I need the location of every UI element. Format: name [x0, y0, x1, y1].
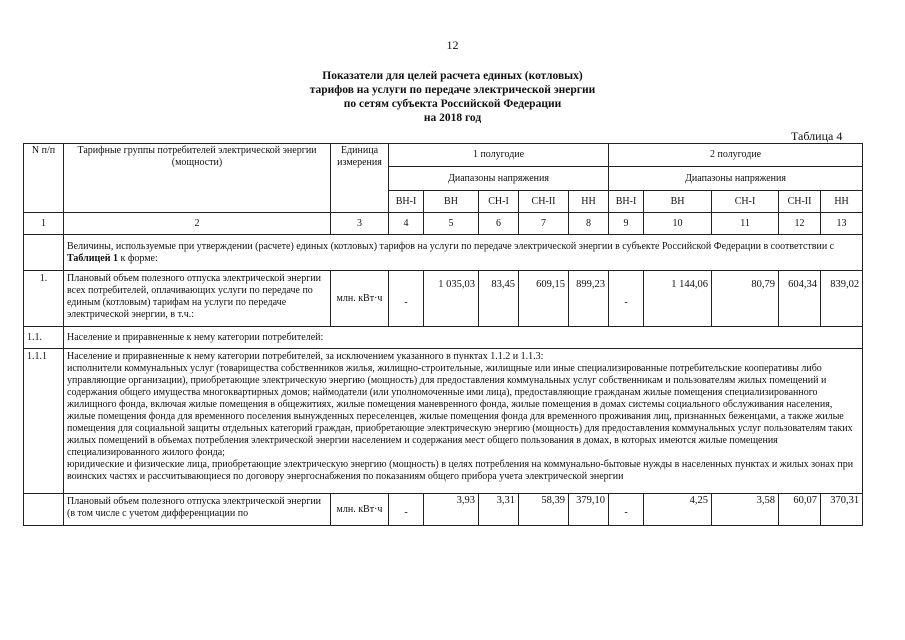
table-row [24, 327, 863, 349]
value-cell: 58,39 [519, 494, 569, 526]
value-cell: - [609, 494, 644, 526]
header-level: НН [569, 191, 609, 213]
header-unit: Единица измерения [331, 144, 389, 213]
value-cell: 609,15 [519, 271, 569, 327]
empty-cell [24, 235, 64, 271]
empty-cell [24, 494, 64, 526]
column-number: 2 [64, 213, 331, 235]
header-level: СН-I [479, 191, 519, 213]
row-number: 1.1.1 [24, 349, 64, 494]
header-half1: 1 полугодие [389, 144, 609, 167]
value-cell: 604,34 [779, 271, 821, 327]
column-number: 5 [424, 213, 479, 235]
value-cell: 3,31 [479, 494, 519, 526]
intro-text: к форме: [118, 252, 158, 264]
value-cell: 4,25 [644, 494, 712, 526]
title-line: тарифов на услуги по передаче электрической энергии [309, 84, 596, 96]
header-row [24, 144, 863, 167]
header-num: N п/п [24, 144, 64, 213]
title-line: по сетям субъекта Российской Федерации [343, 98, 562, 110]
section-intro-row [24, 235, 863, 271]
column-number: 12 [779, 213, 821, 235]
value-cell: 83,45 [479, 271, 519, 327]
document-title [0, 69, 905, 125]
row-unit: млн. кВт·ч [331, 271, 389, 327]
row-number: 1. [24, 271, 64, 327]
intro-text: Величины, используемые при утверждении (расчете) единых (котловых) тарифов на услуги по передаче электрической энергии в субъекте Российской Федерации в соответствии с [67, 240, 835, 252]
paragraph: юридические и физические лица, приобретающие электрическую энергию (мощность) в целях потребления на коммунально-бытовые нужды в населенных пунктах и жилых зонах при воинских частях и рассчитывающиеся по договору энергоснабжения по показаниям общего прибора учета электрической энергии [67, 459, 854, 482]
value-cell: 899,23 [569, 271, 609, 327]
table-row [24, 271, 863, 327]
column-number: 13 [821, 213, 863, 235]
value-cell: 60,07 [779, 494, 821, 526]
header-level: ВН [424, 191, 479, 213]
tariff-table [23, 143, 863, 526]
value-cell: 839,02 [821, 271, 863, 327]
row-text: Население и приравненные к нему категории потребителей: [64, 327, 863, 349]
value-cell: 1 144,06 [644, 271, 712, 327]
header-level: ВН [644, 191, 712, 213]
paragraph: Население и приравненные к нему категории потребителей, за исключением указанного в пунктах 1.1.2 и 1.1.3: [67, 351, 544, 362]
table-row [24, 349, 863, 494]
header-level: СН-II [519, 191, 569, 213]
value-cell: 379,10 [569, 494, 609, 526]
column-numbers-row [24, 213, 863, 235]
column-number: 3 [331, 213, 389, 235]
header-level: СН-II [779, 191, 821, 213]
section-intro [64, 235, 863, 271]
value-cell: - [389, 494, 424, 526]
table-label: Таблица 4 [791, 129, 843, 143]
value-cell: 1 035,03 [424, 271, 479, 327]
table-row [24, 494, 863, 526]
column-number: 9 [609, 213, 644, 235]
header-half2: 2 полугодие [609, 144, 863, 167]
header-level: СН-I [712, 191, 779, 213]
header-level: ВН-I [389, 191, 424, 213]
value-cell: 3,58 [712, 494, 779, 526]
header-groups: Тарифные группы потребителей электрической энергии (мощности) [64, 144, 331, 213]
column-number: 6 [479, 213, 519, 235]
title-line: Показатели для целей расчета единых (котловых) [322, 70, 583, 82]
value-cell: 3,93 [424, 494, 479, 526]
title-line: на 2018 год [423, 112, 482, 124]
column-number: 10 [644, 213, 712, 235]
value-cell: 370,31 [821, 494, 863, 526]
column-number: 4 [389, 213, 424, 235]
row-unit: млн. кВт·ч [331, 494, 389, 526]
row-text-block [64, 349, 863, 494]
header-level: ВН-I [609, 191, 644, 213]
row-name: Плановый объем полезного отпуска электрической энергии всех потребителей, оплачивающих услуги по передаче по единым (котловым) тарифам на услуги по передаче электрической энергии, в т.ч.: [64, 271, 331, 327]
row-name: Плановый объем полезного отпуска электрической энергии (в том числе с учетом дифференциации по [64, 494, 331, 526]
header-ranges: Диапазоны напряжения [389, 167, 609, 191]
value-cell: - [389, 271, 424, 327]
page-number: 12 [446, 38, 459, 52]
header-level: НН [821, 191, 863, 213]
column-number: 11 [712, 213, 779, 235]
row-number: 1.1. [24, 327, 64, 349]
value-cell: - [609, 271, 644, 327]
intro-table-ref: Таблицей 1 [67, 252, 119, 264]
header-ranges: Диапазоны напряжения [609, 167, 863, 191]
column-number: 8 [569, 213, 609, 235]
column-number: 1 [24, 213, 64, 235]
paragraph: исполнители коммунальных услуг (товарищества собственников жилья, жилищно-строительные, жилищные или иные специализированные потребительские кооперативы либо управляющие организации), приобретающие электрическую энергию (мощность) для предоставления коммунальных услуг собственникам и пользователям жилых помещений и содержания общего имущества многоквартирных домов; наймодатели (или уполномоченные ими лица), предоставляющие гражданам жилые помещения специализированного жилищного фонда, включая жилые помещения в общежитиях, жилые помещения маневренного фонда, жилые помещения в домах системы социального обслуживания населения, жилые помещения фонда для временного поселения вынужденных переселенцев, жилые помещения фонда для временного проживания лиц, признанных беженцами, а также жилые помещения для социальной защиты отдельных категорий граждан, приобретающие электрическую энергию (мощность) для предоставления коммунальных услуг пользователям таких жилых помещений в объемах потребления электрической энергии населением и содержания мест общего пользования в домах, в которых имеются жилые помещения специализированного жилого фонда; [67, 363, 853, 458]
value-cell: 80,79 [712, 271, 779, 327]
column-number: 7 [519, 213, 569, 235]
